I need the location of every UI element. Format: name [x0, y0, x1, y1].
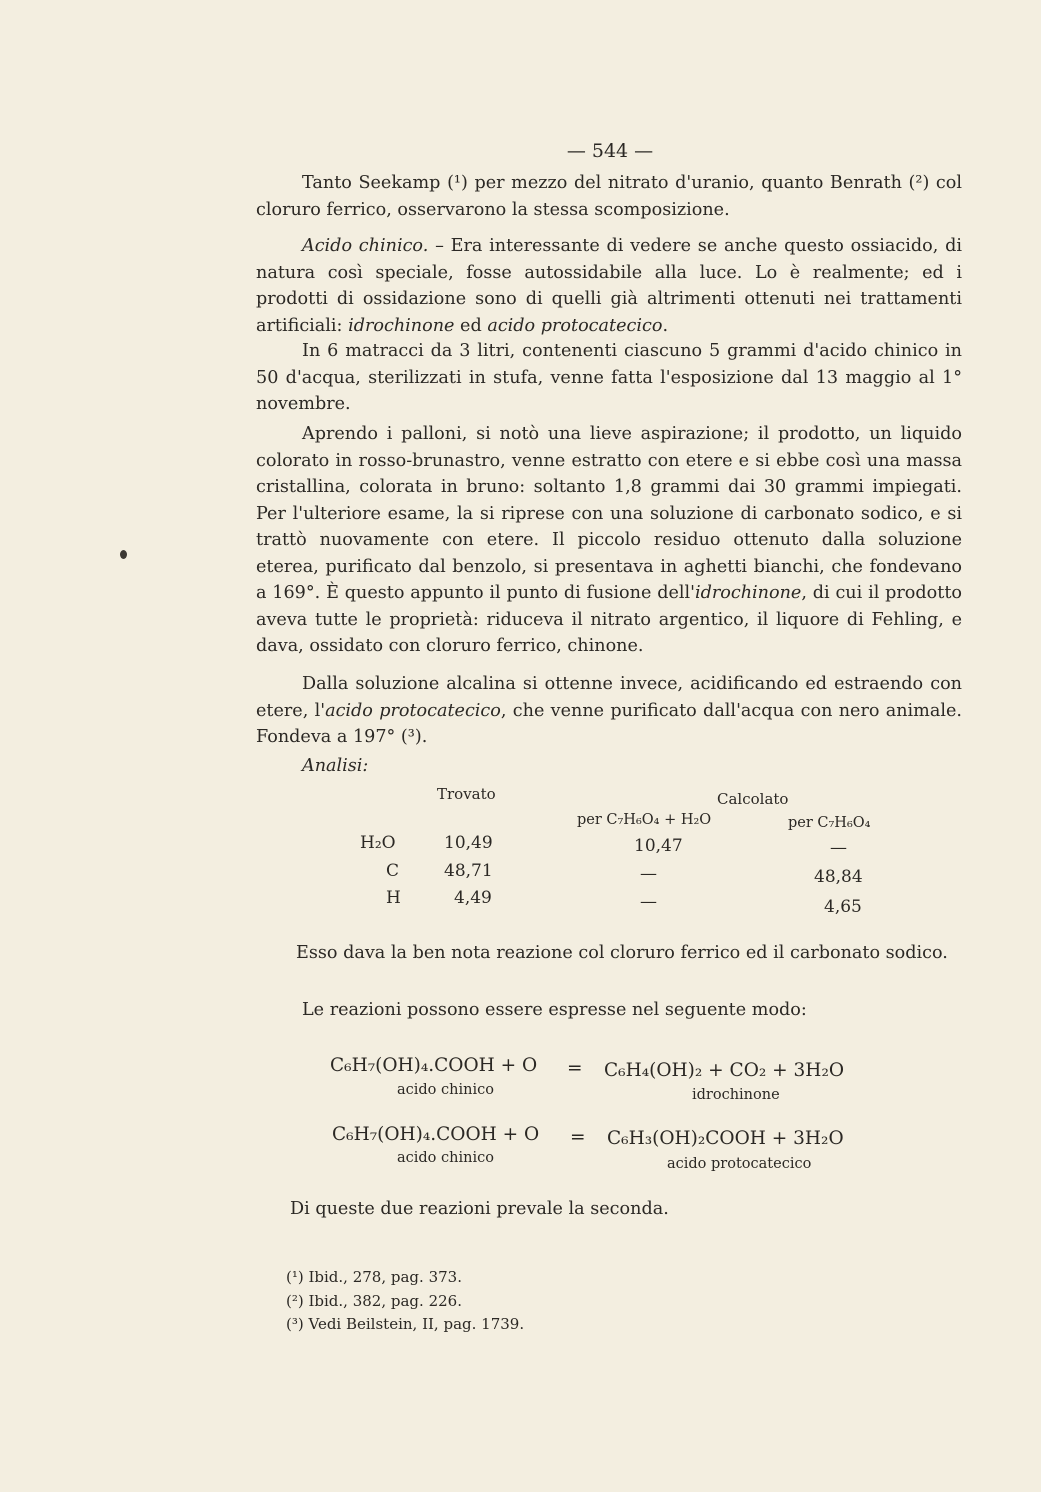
header-found: Trovato: [437, 785, 496, 803]
paragraph-1: [256, 170, 962, 223]
page-number: — 544 —: [566, 140, 654, 162]
paragraph-5: Dalla soluzione alcalina si ottenne invece, acidificando ed estraendo con etere, l'acido protocatecico, che venne purificato dall'acqua con nero animale. Fondeva a 197° (³).: [256, 674, 962, 747]
analysis-heading: Analisi:: [302, 756, 369, 776]
equation-1-equals: =: [567, 1058, 583, 1079]
analysis-heading-block: [256, 753, 962, 780]
paragraph-8: Le reazioni possono essere espresse nel seguente modo:: [302, 1000, 807, 1020]
row-found: 10,49: [444, 833, 493, 853]
equation-1-right-label: idrochinone: [692, 1087, 780, 1103]
row-found: 4,49: [454, 888, 492, 908]
subheader-calc-2: per C₇H₆O₄: [788, 815, 871, 831]
row-calc2: 48,84: [814, 867, 863, 887]
margin-ink-mark: [120, 550, 127, 559]
paragraph-4: Aprendo i palloni, si notò una lieve aspirazione; il prodotto, un liquido colorato in rosso-brunastro, venne estratto con etere e si ebbe così una massa cristallina, colorata in bruno: soltanto 1,8 grammi dai 30 grammi impiegati. Per l'ulteriore esame, la si riprese con una soluzione di carbonato sodico, e si trattò nuovamente con etere. Il piccolo residuo ottenuto dalla soluzione eterea, purificato dal benzolo, si presentava in aghetti bianchi, che fondevano a 169°. È questo appunto il punto di fusione dell'idrochinone, di cui il prodotto aveva tutte le proprietà: riduceva il nitrato argentico, il liquore di Fehling, e dava, ossidato con cloruro ferrico, chinone.: [256, 424, 962, 656]
equation-1-right: C₆H₄(OH)₂ + CO₂ + 3H₂O: [604, 1060, 845, 1081]
row-calc1: 10,47: [634, 836, 683, 856]
row-label: H: [386, 888, 401, 908]
paragraph-7: Esso dava la ben nota reazione col cloruro ferrico ed il carbonato sodico.: [296, 943, 948, 963]
row-label: C: [386, 861, 400, 881]
paragraph-2-text: – Era interessante di vedere se anche questo ossiacido, di natura così speciale, fosse autossidabile alla luce. Lo è realmente; ed i prodotti di ossidazione sono di quelli già altrimenti ottenuti nei trattamenti artificiali:: [256, 236, 962, 336]
subheader-calc-1: per C₇H₆O₄ + H₂O: [577, 812, 712, 828]
row-calc1: —: [640, 892, 657, 912]
term-idrochinone-2: idrochinone: [694, 583, 802, 603]
footnote-1: (¹) Ibid., 278, pag. 373.: [286, 1268, 462, 1286]
term-acido-protocatecico-2: acido protocatecico: [325, 700, 501, 721]
equation-2-left: C₆H₇(OH)₄.COOH + O: [332, 1124, 540, 1145]
footnote-2: (²) Ibid., 382, pag. 226.: [286, 1292, 462, 1310]
term-acido-protocatecico: acido protocatecico: [487, 315, 663, 336]
paragraph-2: Acido chinico. – Era interessante di vedere se anche questo ossiacido, di natura così speciale, fosse autossidabile alla luce. Lo è realmente; ed i prodotti di ossidazione sono di quelli già altrimenti ottenuti nei trattamenti artificiali: idrochinone ed acido protocatecico.: [256, 236, 962, 336]
paragraph-3: In 6 matracci da 3 litri, contenenti ciascuno 5 grammi d'acido chinico in 50 d'acqua, sterilizzati in stufa, venne fatta l'esposizione dal 13 maggio al 1° novembre.: [256, 341, 962, 414]
row-calc2: —: [830, 838, 847, 858]
paragraph-1-text: Tanto Seekamp (¹) per mezzo del nitrato d'uranio, quanto Benrath (²) col cloruro ferrico, osservarono la stessa scomposizione.: [256, 173, 962, 220]
paragraph-9: Di queste due reazioni prevale la seconda.: [290, 1199, 669, 1219]
equation-2-left-label: acido chinico: [397, 1150, 494, 1166]
row-calc1: —: [640, 864, 657, 884]
equation-1-left-label: acido chinico: [397, 1082, 494, 1098]
equation-2-equals: =: [570, 1127, 586, 1148]
row-calc2: 4,65: [824, 897, 862, 917]
header-calculated: Calcolato: [717, 790, 789, 808]
row-found: 48,71: [444, 861, 493, 881]
equation-1-left: C₆H₇(OH)₄.COOH + O: [330, 1055, 538, 1076]
row-label: H₂O: [360, 833, 396, 853]
equation-2-right: C₆H₃(OH)₂COOH + 3H₂O: [607, 1128, 844, 1149]
equation-2-right-label: acido protocatecico: [667, 1156, 812, 1172]
term-idrochinone: idrochinone: [348, 315, 455, 336]
footnote-3: (³) Vedi Beilstein, II, pag. 1739.: [286, 1315, 525, 1333]
section-heading: Acido chinico.: [302, 236, 429, 256]
